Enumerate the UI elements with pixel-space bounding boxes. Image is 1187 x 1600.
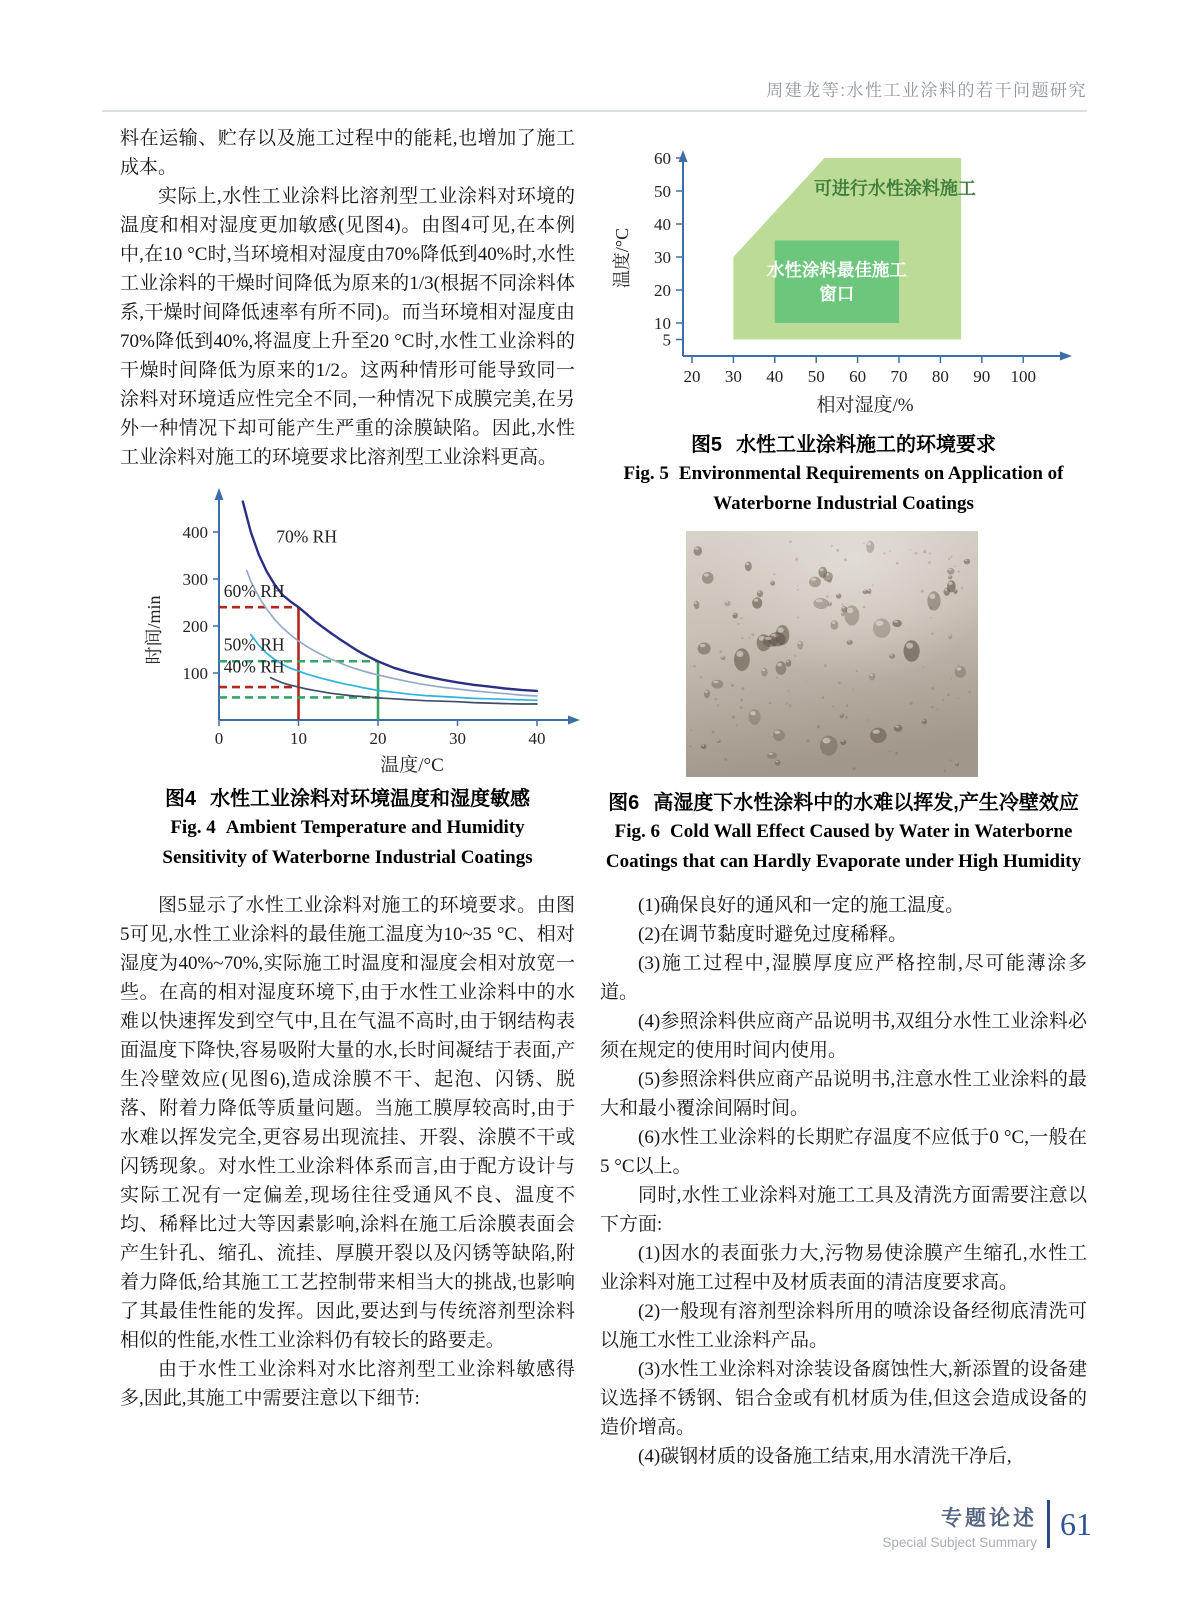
figure-6-label-cn: 图6 xyxy=(608,792,640,814)
svg-text:400: 400 xyxy=(182,523,208,542)
svg-text:30: 30 xyxy=(724,367,742,386)
svg-text:50: 50 xyxy=(807,367,825,386)
svg-text:30: 30 xyxy=(654,248,671,267)
figure-4-title-cn: 水性工业涂料对环境温度和湿度敏感 xyxy=(210,788,531,810)
footer-section-cn: 专题论述 xyxy=(941,1507,1037,1530)
right-paragraphs xyxy=(600,891,1087,1471)
left-column xyxy=(120,124,575,1471)
figure-6-caption-cn xyxy=(600,786,1087,815)
svg-text:80: 80 xyxy=(931,367,949,386)
svg-text:20: 20 xyxy=(654,281,671,300)
figure-5-title-en: Environmental Requirements on Application of Waterborne Industrial Coatings xyxy=(678,463,1064,514)
footer-section-en: Special Subject Summary xyxy=(882,1535,1037,1550)
footer-section xyxy=(882,1502,1037,1550)
paragraph: (4)参照涂料供应商产品说明书,双组分水性工业涂料必须在规定的使用时间内使用。 xyxy=(600,1011,1087,1061)
figure-4-caption-cn xyxy=(120,782,575,811)
svg-text:水性涂料最佳施工: 水性涂料最佳施工 xyxy=(766,259,907,280)
paragraph: (2)一般现有溶剂型涂料所用的喷涂设备经彻底清洗可以施工水性工业涂料产品。 xyxy=(600,1301,1087,1351)
svg-text:20: 20 xyxy=(369,729,387,748)
svg-text:5: 5 xyxy=(662,330,671,350)
svg-text:40: 40 xyxy=(654,215,671,234)
paragraph: 实际上,水性工业涂料比溶剂型工业涂料对环境的温度和相对湿度更加敏感(见图4)。由图4可见,在本例中,在10 °C时,当环境相对湿度由70%降低到40%时,水性工业涂料的干燥时间降低为原来的1/3(根据不同涂料体系,干燥时间降低速率有所不同)。而当环境相对湿度由70%降低到40%,将温度上升至20 °C时,水性工业涂料的干燥时间降低为原来的1/2。这两种情形可能导致同一涂料对环境适应性完全不同,一种情况下成膜完美,在另外一种情况下却可能产生严重的涂膜缺陷。因此,水性工业涂料对施工的环境要求比溶剂型工业涂料更高。 xyxy=(120,186,575,468)
svg-text:50: 50 xyxy=(654,182,671,201)
paragraph: 图5显示了水性工业涂料对施工的环境要求。由图5可见,水性工业涂料的最佳施工温度为10~35 °C、相对湿度为40%~70%,实际施工时温度和湿度会相对放宽一些。在高的相对湿度环境下,由于水性工业涂料中的水难以快速挥发到空气中,且在气温不高时,由于钢结构表面温度下降快,容易吸附大量的水,长时间凝结于表面,产生冷壁效应(见图6),造成涂膜不干、起泡、闪锈、脱落、附着力降低等质量问题。当施工膜厚较高时,由于水难以挥发完全,更容易出现流挂、开裂、涂膜不干或闪锈现象。对水性工业涂料体系而言,由于配方设计与实际工况有一定偏差,现场往往受通风不良、温度不均、稀释比过大等因素影响,涂料在施工后涂膜表面会产生针孔、缩孔、流挂、厚膜开裂以及闪锈等缺陷,附着力降低,给其施工工艺控制带来相当大的挑战,也影响了其最佳性能的发挥。因此,要达到与传统溶剂型涂料相似的性能,水性工业涂料仍有较长的路要走。 xyxy=(120,895,575,1351)
figure-5-chart xyxy=(600,136,1087,426)
figure-6-title-cn: 高湿度下水性涂料中的水难以挥发,产生冷壁效应 xyxy=(653,792,1079,814)
paragraph: (6)水性工业涂料的长期贮存温度不应低于0 °C,一般在5 °C以上。 xyxy=(600,1127,1087,1177)
running-title: 周建龙等:水性工业涂料的若干问题研究 xyxy=(102,76,1087,112)
paragraph: 由于水性工业涂料对水比溶剂型工业涂料敏感得多,因此,其施工中需要注意以下细节: xyxy=(120,1359,575,1409)
svg-text:10: 10 xyxy=(654,314,671,333)
left-paragraphs-bottom xyxy=(120,891,575,1413)
paragraph: (2)在调节黏度时避免过度稀释。 xyxy=(638,924,908,945)
paragraph: 同时,水性工业涂料对施工工具及清洗方面需要注意以下方面: xyxy=(600,1185,1087,1235)
page-footer xyxy=(882,1498,1092,1550)
figure-5-label-cn: 图5 xyxy=(690,434,723,456)
paragraph: 料在运输、贮存以及施工过程中的能耗,也增加了施工成本。 xyxy=(120,128,575,178)
right-column xyxy=(600,124,1087,1471)
svg-text:70: 70 xyxy=(890,367,908,386)
page-content xyxy=(120,124,1087,1471)
svg-text:90: 90 xyxy=(973,367,991,386)
paragraph: (4)碳钢材质的设备施工结束,用水清洗干净后, xyxy=(638,1446,1012,1467)
figure-4-caption-en xyxy=(128,813,568,873)
svg-text:200: 200 xyxy=(182,617,208,636)
svg-text:100: 100 xyxy=(182,664,208,683)
svg-text:10: 10 xyxy=(290,729,307,748)
figure-6-title-en: Cold Wall Effect Caused by Water in Waterborne Coatings that can Hardly Evaporate under High Humidity xyxy=(605,821,1082,872)
footer-divider xyxy=(1047,1500,1050,1548)
figure-5-title-cn: 水性工业涂料施工的环境要求 xyxy=(736,434,997,456)
figure-4-label-cn: 图4 xyxy=(164,788,197,810)
svg-text:40: 40 xyxy=(766,367,784,386)
svg-text:40: 40 xyxy=(528,729,546,748)
figure-6 xyxy=(600,531,1087,877)
condensation-photo xyxy=(686,531,978,777)
svg-text:60% RH: 60% RH xyxy=(223,580,285,601)
svg-text:时间/min: 时间/min xyxy=(144,595,164,665)
page-number: 61 xyxy=(1060,1506,1092,1542)
figure-6-photo-frame xyxy=(686,531,1087,782)
figure-5 xyxy=(600,136,1087,519)
svg-text:温度/°C: 温度/°C xyxy=(612,227,632,289)
svg-text:100: 100 xyxy=(1010,367,1036,386)
figure-6-caption-en xyxy=(600,817,1087,877)
figure-4 xyxy=(120,480,575,873)
figure-5-label-en: Fig. 5 xyxy=(623,463,669,484)
paragraph: (5)参照涂料供应商产品说明书,注意水性工业涂料的最大和最小覆涂间隔时间。 xyxy=(600,1069,1087,1119)
figure-4-title-en: Ambient Temperature and Humidity Sensitivity of Waterborne Industrial Coatings xyxy=(162,817,533,868)
figure-4-label-en: Fig. 4 xyxy=(170,817,216,838)
paragraph: (1)确保良好的通风和一定的施工温度。 xyxy=(638,895,965,916)
figure-5-caption-cn xyxy=(600,428,1087,457)
svg-text:60: 60 xyxy=(849,367,867,386)
figure-4-chart xyxy=(120,480,590,780)
svg-text:窗口: 窗口 xyxy=(819,283,855,304)
paragraph: (3)施工过程中,湿膜厚度应严格控制,尽可能薄涂多道。 xyxy=(600,953,1087,1003)
paragraph: (1)因水的表面张力大,污物易使涂膜产生缩孔,水性工业涂料对施工过程中及材质表面的清洁度要求高。 xyxy=(600,1243,1087,1293)
svg-text:0: 0 xyxy=(214,729,224,748)
left-paragraphs-top xyxy=(120,124,575,472)
svg-text:300: 300 xyxy=(182,570,208,589)
svg-text:60: 60 xyxy=(654,149,671,168)
svg-text:相对湿度/%: 相对湿度/% xyxy=(816,395,914,416)
paragraph: (3)水性工业涂料对涂装设备腐蚀性大,新添置的设备建议选择不锈钢、铝合金或有机材质为佳,但这会造成设备的造价增高。 xyxy=(600,1359,1087,1438)
svg-text:可进行水性涂料施工: 可进行水性涂料施工 xyxy=(813,178,976,199)
svg-text:50% RH: 50% RH xyxy=(223,634,285,655)
figure-6-label-en: Fig. 6 xyxy=(614,821,661,842)
svg-text:30: 30 xyxy=(449,729,466,748)
svg-text:40% RH: 40% RH xyxy=(223,656,285,677)
page-header xyxy=(102,76,1087,112)
svg-text:20: 20 xyxy=(683,367,701,386)
svg-text:温度/°C: 温度/°C xyxy=(380,755,444,776)
svg-text:70% RH: 70% RH xyxy=(276,526,338,547)
figure-5-caption-en xyxy=(624,459,1064,519)
